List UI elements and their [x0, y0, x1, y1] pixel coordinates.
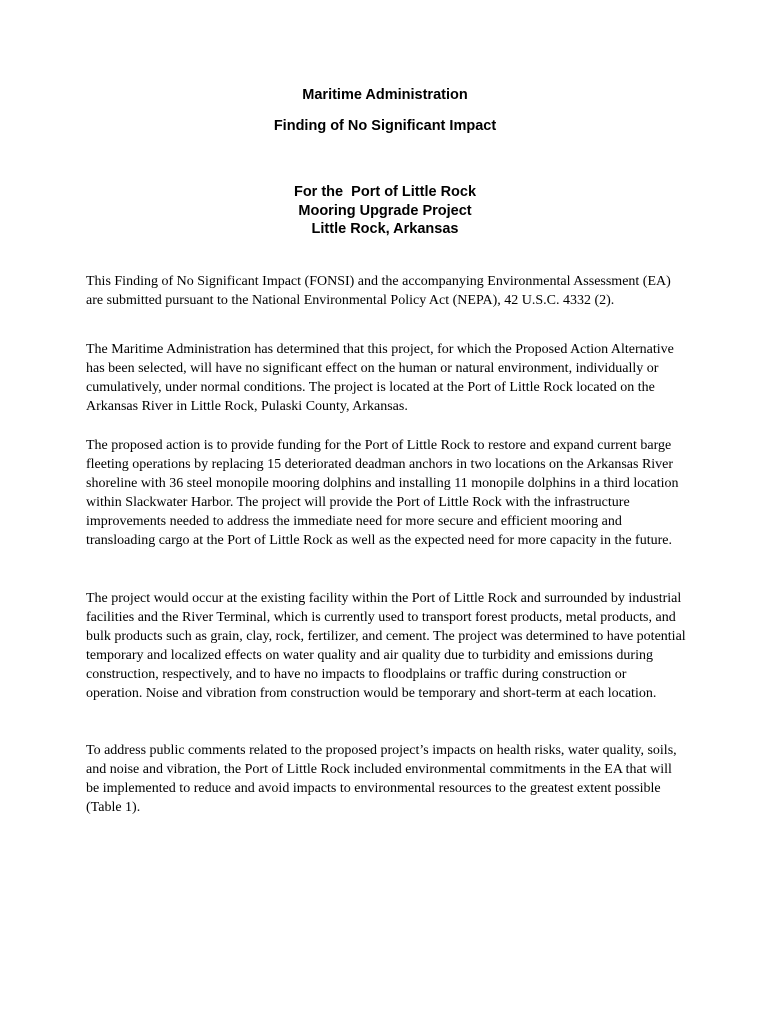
project-location-line: Little Rock, Arkansas [311, 221, 459, 237]
determination-paragraph: The Maritime Administration has determined that this project, for which the Proposed Action Alternative has been selected, will have no significant effect on the human or natural environment, individually or cumulatively, under normal conditions. The project is located at the Port of Little Rock located on the Arkansas River in Little Rock, Pulaski County, Arkansas. [86, 342, 674, 415]
project-subtitle-line: Mooring Upgrade Project [298, 202, 472, 219]
document-title: Finding of No Significant Impact [273, 118, 497, 134]
intro-paragraph: This Finding of No Significant Impact (FONSI) and the accompanying Environmental Assessment (EA) are submitted pursuant to the National Environmental Policy Act (NEPA), 42 U.S.C. 4332 (2). [86, 274, 671, 309]
public-comments-paragraph: To address public comments related to the proposed project’s impacts on health risks, water quality, soils, and noise and vibration, the Port of Little Rock included environmental commitments in the EA that will be implemented to reduce and avoid impacts to environmental resources to the greatest extent possible (Table 1). [86, 743, 677, 816]
project-name-line: For the Port of Little Rock [293, 184, 477, 200]
project-effects-paragraph: The project would occur at the existing facility within the Port of Little Rock and surrounded by industrial facilities and the River Terminal, which is currently used to transport forest products, metal products, and bulk products such as grain, clay, rock, fertilizer, and cement. The project was determined to have potential temporary and localized effects on water quality and air quality due to turbidity and emissions during construction, respectively, and to have no impacts to floodplains or traffic during construction or operation. Noise and vibration from construction would be temporary and short-term at each location. [86, 591, 686, 702]
project-title-block [0, 183, 770, 239]
proposed-action-paragraph: The proposed action is to provide funding for the Port of Little Rock to restore and expand current barge fleeting operations by replacing 15 deteriorated deadman anchors in two locations on the Arkansas River shoreline with 36 steel monopile mooring dolphins and installing 11 monopile dolphins in a third location within Slackwater Harbor. The project will provide the Port of Little Rock with the infrastructure improvements needed to address the immediate need for more secure and efficient mooring and transloading cargo at the Port of Little Rock as well as the expected need for more capacity in the future. [86, 438, 679, 549]
organization-heading: Maritime Administration [302, 87, 468, 103]
